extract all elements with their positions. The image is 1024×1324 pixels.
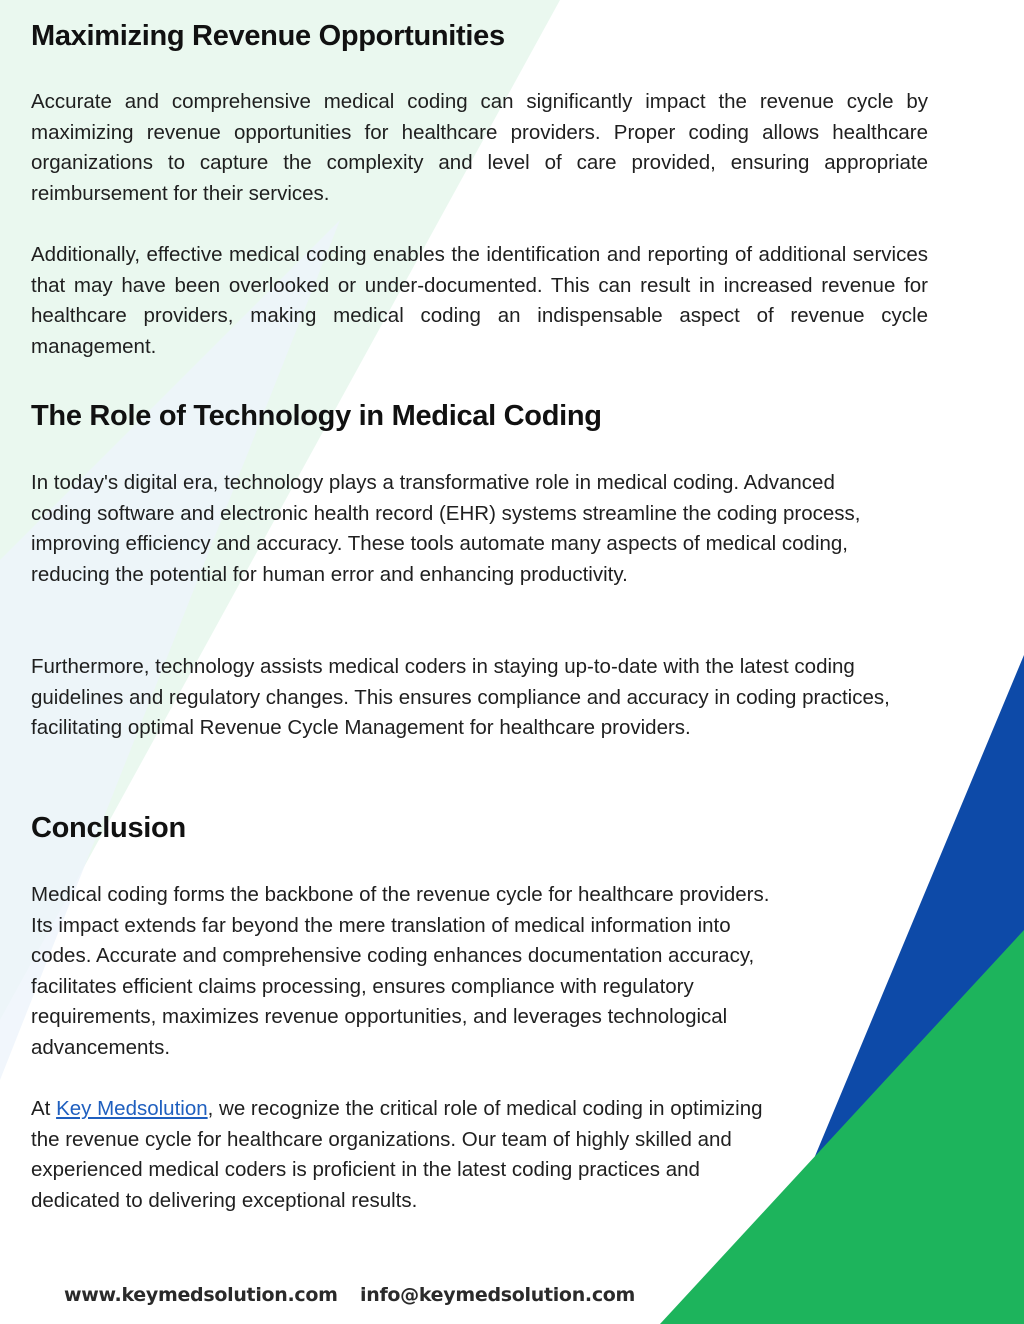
paragraph-revenue-1: Accurate and comprehensive medical coding can significantly impact the revenue cycle by maximizing revenue opportunities for healthcare providers. Proper coding allows healthcare organizations to capture the complexity and level of care provided, ensuring appropriate reimbursement for their services.: [31, 90, 928, 205]
section-heading-revenue: Maximizing Revenue Opportunities: [31, 20, 505, 52]
section-heading-technology: The Role of Technology in Medical Coding: [31, 400, 602, 432]
paragraph-technology-2: Furthermore, technology assists medical coders in staying up-to-date with the latest coding guidelines and regulatory changes. This ensures compliance and accuracy in coding practices, facilitating optimal Revenue Cycle Management for healthcare providers.: [31, 655, 890, 740]
paragraph-technology-1: In today's digital era, technology plays a transformative role in medical coding. Advanced coding software and electronic health record (EHR) systems streamline the coding process, improving efficiency and accuracy. These tools automate many aspects of medical coding, reducing the potential for human error and enhancing productivity.: [31, 471, 861, 586]
closing-prefix: At: [31, 1097, 57, 1120]
paragraph-conclusion-1: Medical coding forms the backbone of the revenue cycle for healthcare providers. Its impact extends far beyond the mere translation of medical information into codes. Accurate and comprehensive coding enhances documentation accuracy, facilitates efficient claims processing, ensures compliance with regulatory requirements, maximizes revenue opportunities, and leverages technological advancements.: [31, 883, 770, 1059]
key-medsolution-link[interactable]: Key Medsolution: [56, 1097, 208, 1120]
footer-email: info@keymedsolution.com: [360, 1284, 636, 1306]
paragraph-revenue-2: Additionally, effective medical coding enables the identification and reporting of additional services that may have been overlooked or under-documented. This can result in increased revenue for healthcare providers, making medical coding an indispensable aspect of revenue cycle management.: [31, 243, 928, 358]
section-heading-conclusion: Conclusion: [31, 812, 186, 844]
closing-suffix: , we recognize the critical role of medical coding in optimizing the revenue cycle for healthcare organizations. Our team of highly skilled and experienced medical coders is proficient in the latest coding practices and dedicated to delivering exceptional results.: [31, 1097, 763, 1212]
paragraph-conclusion-2: [31, 1094, 766, 1216]
footer-website: www.keymedsolution.com: [64, 1284, 338, 1306]
